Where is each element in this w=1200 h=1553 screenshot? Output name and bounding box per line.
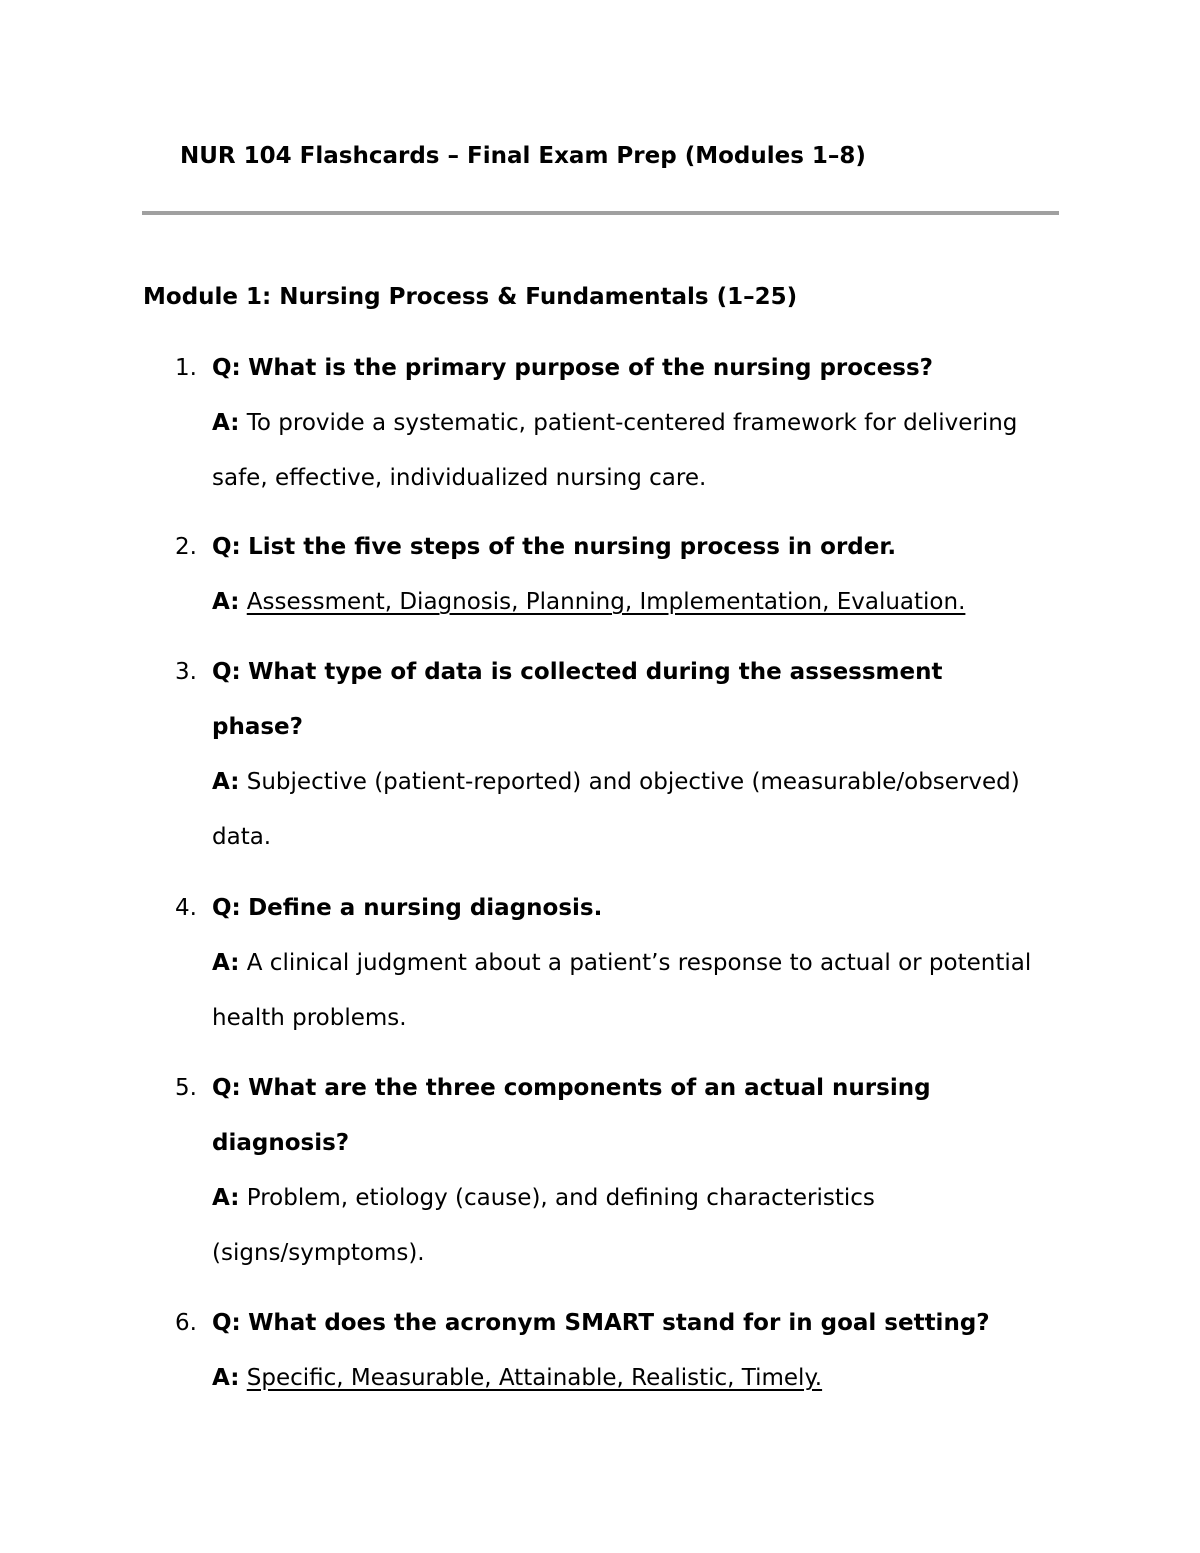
answer-line [212,755,1072,810]
flashcard-number: 5. [175,1075,197,1101]
question-text: List the five steps of the nursing process in order. [248,534,897,560]
answer-text: health problems. [212,1005,407,1031]
flashcard-number: 2. [175,534,197,560]
answer-text: Problem, etiology (cause), and defining characteristics [246,1185,875,1211]
answer-text: data. [212,824,272,850]
answer-line [212,451,1072,506]
question-line [212,881,1072,936]
module-heading: Module 1: Nursing Process & Fundamentals (1–25) [143,284,798,310]
question-label: Q: [212,895,241,921]
flashcard-number: 6. [175,1310,197,1336]
question-label: Q: [212,534,241,560]
question-label: Q: [212,1075,241,1101]
question-line [212,700,1072,755]
answer-line [212,810,1072,865]
flashcard-number: 3. [175,659,197,685]
question-text: What does the acronym SMART stand for in goal setting? [248,1310,990,1336]
answer-line [212,991,1072,1046]
question-line [212,341,1072,396]
answer-line [212,1226,1072,1281]
answer-line [212,936,1072,991]
question-text: What type of data is collected during the assessment [248,659,943,685]
flashcard-number: 1. [175,355,197,381]
answer-text: To provide a systematic, patient-centered framework for delivering [246,410,1018,436]
horizontal-divider [142,211,1059,215]
question-line [212,645,1072,700]
question-line [212,1116,1072,1171]
answer-text: (signs/symptoms). [212,1240,425,1266]
flashcard-number: 4. [175,895,197,921]
answer-line [212,575,1072,630]
question-text: What are the three components of an actual nursing [248,1075,931,1101]
question-line [212,1061,1072,1116]
answer-text: A clinical judgment about a patient’s response to actual or potential [246,950,1032,976]
answer-text: Subjective (patient-reported) and objective (measurable/observed) [246,769,1020,795]
answer-label: A: [212,589,240,615]
question-label: Q: [212,355,241,381]
answer-label: A: [212,950,240,976]
question-text: diagnosis? [212,1130,350,1156]
document-title: NUR 104 Flashcards – Final Exam Prep (Modules 1–8) [180,143,866,169]
question-line [212,520,1072,575]
question-label: Q: [212,659,241,685]
answer-line [212,1171,1072,1226]
answer-text: safe, effective, individualized nursing care. [212,465,707,491]
question-text: Define a nursing diagnosis. [248,895,603,921]
answer-line [212,1351,1072,1406]
answer-text: Assessment, Diagnosis, Planning, Implementation, Evaluation. [246,589,966,615]
question-text: phase? [212,714,303,740]
answer-text: Specific, Measurable, Attainable, Realistic, Timely. [246,1365,823,1391]
question-text: What is the primary purpose of the nursing process? [248,355,934,381]
answer-label: A: [212,769,240,795]
answer-label: A: [212,1185,240,1211]
question-label: Q: [212,1310,241,1336]
question-line [212,1296,1072,1351]
answer-line [212,396,1072,451]
answer-label: A: [212,1365,240,1391]
answer-label: A: [212,410,240,436]
